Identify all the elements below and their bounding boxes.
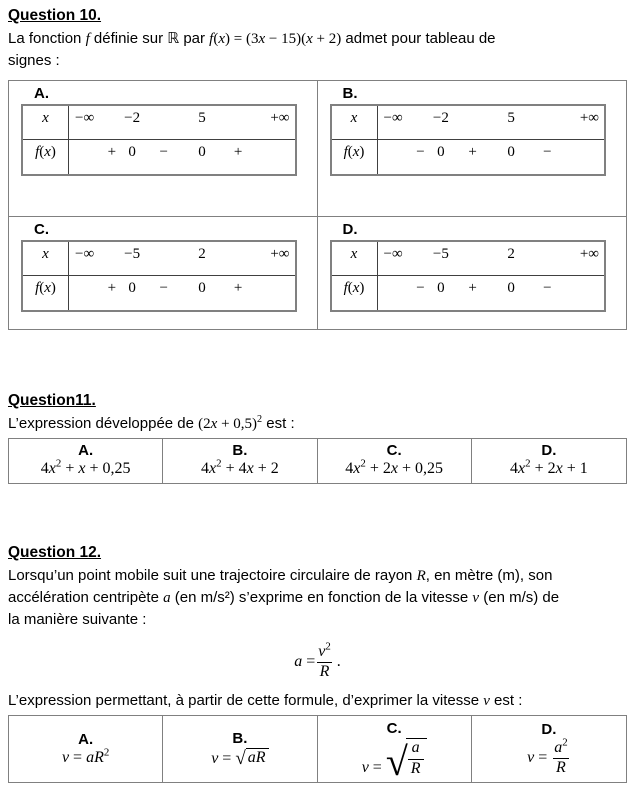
x-value: −2 xyxy=(432,110,449,126)
option-d-formula: $4x^2 + 2x + 1$ xyxy=(510,457,588,477)
question-12-text-line-2: accélération centripète a (en m/s²) s’exprime en fonction de la vitesse v (en m/s) de xyxy=(8,589,560,606)
x-value: −5 xyxy=(124,246,141,262)
question-11-text: L’expression développée de $(2x + 0,5)^2$ est : xyxy=(8,414,295,432)
option-a-label: A. xyxy=(78,442,94,459)
x-values xyxy=(378,242,605,275)
option-b-label: B. xyxy=(232,730,248,748)
sign: − xyxy=(543,144,552,160)
option-b-formula xyxy=(211,748,268,768)
question-10-title: Question 10. xyxy=(8,7,102,24)
radicand xyxy=(406,738,427,778)
fx-row-header: f ( x ) xyxy=(332,276,378,310)
q10-option-a xyxy=(9,81,318,217)
option-d-formula xyxy=(527,736,571,778)
fx-signs xyxy=(69,276,295,310)
fx-row xyxy=(332,140,605,174)
centripetal-acceleration-formula xyxy=(8,640,627,684)
q12-option-d xyxy=(472,716,626,782)
sign: + xyxy=(233,280,243,296)
sign: 0 xyxy=(437,144,445,160)
option-a-label: A. xyxy=(34,85,49,102)
radical-sign: √ xyxy=(385,738,408,784)
x-value: −∞ xyxy=(383,246,403,262)
option-d-label: D. xyxy=(342,221,358,238)
fraction xyxy=(551,736,570,778)
question-12-section xyxy=(8,544,627,783)
x-value: −∞ xyxy=(383,110,403,126)
fx-row xyxy=(23,140,295,174)
sign: − xyxy=(416,144,425,160)
sign: + xyxy=(107,280,117,296)
x-row-header: x xyxy=(23,242,69,275)
sign: 0 xyxy=(198,144,206,160)
sign: 0 xyxy=(128,144,136,160)
question-10-answer-grid xyxy=(8,80,627,330)
option-b-formula: $4x^2 + 4x + 2$ xyxy=(201,457,279,477)
x-value: −∞ xyxy=(75,246,95,262)
fraction-numerator: a xyxy=(411,739,420,757)
sign: − xyxy=(159,280,168,296)
x-value: −2 xyxy=(124,110,141,126)
radical-sign: √ xyxy=(235,747,246,769)
option-b-label: B. xyxy=(232,442,248,459)
option-a-formula: $v = aR^2$ xyxy=(61,746,110,766)
sign: 0 xyxy=(437,280,445,296)
question-12-answer-table xyxy=(8,715,627,783)
fx-row-header: f ( x ) xyxy=(23,140,69,174)
x-value: +∞ xyxy=(270,110,290,126)
q10-option-c xyxy=(9,217,318,329)
sign-table-d xyxy=(330,240,607,312)
x-row xyxy=(23,106,295,140)
sign: 0 xyxy=(128,280,136,296)
sign-table-a xyxy=(21,104,297,176)
fraction-numerator: $a^2$ xyxy=(554,736,568,756)
q10-option-d xyxy=(318,217,627,329)
sign: + xyxy=(107,144,117,160)
fraction-denominator: R xyxy=(317,662,333,681)
radicand: aR xyxy=(246,748,269,767)
fx-signs xyxy=(378,140,605,174)
fraction-denominator: R xyxy=(408,759,424,778)
x-value: +∞ xyxy=(270,246,290,262)
formula-prefix: v = xyxy=(527,748,552,766)
sign-table-b xyxy=(330,104,607,176)
sign: 0 xyxy=(507,144,515,160)
sign: 0 xyxy=(507,280,515,296)
x-value: +∞ xyxy=(579,110,599,126)
x-row-header: x xyxy=(332,106,378,139)
fx-row xyxy=(332,276,605,310)
option-a-label: A. xyxy=(78,731,94,748)
fx-signs xyxy=(69,140,295,174)
x-value: +∞ xyxy=(579,246,599,262)
q12-option-b xyxy=(163,716,317,782)
x-value: 5 xyxy=(198,110,206,126)
fraction-denominator: R xyxy=(553,758,569,777)
x-row-header: x xyxy=(23,106,69,139)
formula-prefix: v = xyxy=(361,758,386,776)
option-a-formula: $4x^2 + x + 0,25$ xyxy=(40,457,131,477)
question-10-text-line-1: La fonction f définie sur ℝ par f(x) = (3x − 15)(x + 2) admet pour tableau de xyxy=(8,30,496,47)
x-row xyxy=(23,242,295,276)
option-c-formula: $4x^2 + 2x + 0,25$ xyxy=(345,457,443,477)
q12-option-c xyxy=(318,716,472,782)
q11-option-b xyxy=(163,439,317,483)
x-value: 2 xyxy=(507,246,515,262)
x-values xyxy=(69,106,295,139)
q11-option-c xyxy=(318,439,472,483)
option-b-label: B. xyxy=(342,85,358,102)
square-root xyxy=(235,748,268,767)
formula-lhs: a = xyxy=(294,653,316,670)
formula-fraction xyxy=(315,640,334,682)
option-d-label: D. xyxy=(541,720,557,738)
question-12-text-line-1: Lorsqu’un point mobile suit une trajectoire circulaire de rayon R, en mètre (m), son xyxy=(8,567,553,584)
x-value: −∞ xyxy=(75,110,95,126)
sign: − xyxy=(543,280,552,296)
x-value: −5 xyxy=(432,246,449,262)
q12-option-a xyxy=(9,716,163,782)
question-10-section xyxy=(8,7,627,330)
fx-row-header: f ( x ) xyxy=(23,276,69,310)
option-c-label: C. xyxy=(386,442,402,459)
fx-row xyxy=(23,276,295,310)
option-c-formula xyxy=(361,738,427,784)
sign: + xyxy=(233,144,243,160)
x-row xyxy=(332,242,605,276)
question-11-title: Question11. xyxy=(8,392,96,409)
x-value: 2 xyxy=(198,246,206,262)
option-c-label: C. xyxy=(386,720,402,738)
x-value: 5 xyxy=(507,110,515,126)
sign-table-c xyxy=(21,240,297,312)
x-row-header: x xyxy=(332,242,378,275)
question-10-text-line-2: signes : xyxy=(8,52,60,69)
q10-option-b xyxy=(318,81,627,217)
x-values xyxy=(69,242,295,275)
x-values xyxy=(378,106,605,139)
fraction-numerator: $v^2$ xyxy=(318,640,331,660)
option-c-label: C. xyxy=(34,221,49,238)
fraction xyxy=(408,739,424,778)
question-12-text-line-3: la manière suivante : xyxy=(8,611,147,628)
sign: − xyxy=(416,280,425,296)
q11-option-d xyxy=(472,439,626,483)
fx-signs xyxy=(378,276,605,310)
sign: − xyxy=(159,144,168,160)
question-12-title: Question 12. xyxy=(8,544,102,561)
question-11-answer-table xyxy=(8,438,627,484)
formula-period: . xyxy=(336,653,341,670)
sign: + xyxy=(468,280,477,296)
fx-row-header: f ( x ) xyxy=(332,140,378,174)
question-12-outro-text: L’expression permettant, à partir de cette formule, d’exprimer la vitesse v est : xyxy=(8,692,523,709)
formula-prefix: v = xyxy=(211,749,236,767)
question-11-section xyxy=(8,392,627,484)
sign: 0 xyxy=(198,280,206,296)
q11-option-a xyxy=(9,439,163,483)
sign: + xyxy=(468,144,477,160)
option-d-label: D. xyxy=(541,442,557,459)
x-row xyxy=(332,106,605,140)
square-root xyxy=(385,738,427,784)
